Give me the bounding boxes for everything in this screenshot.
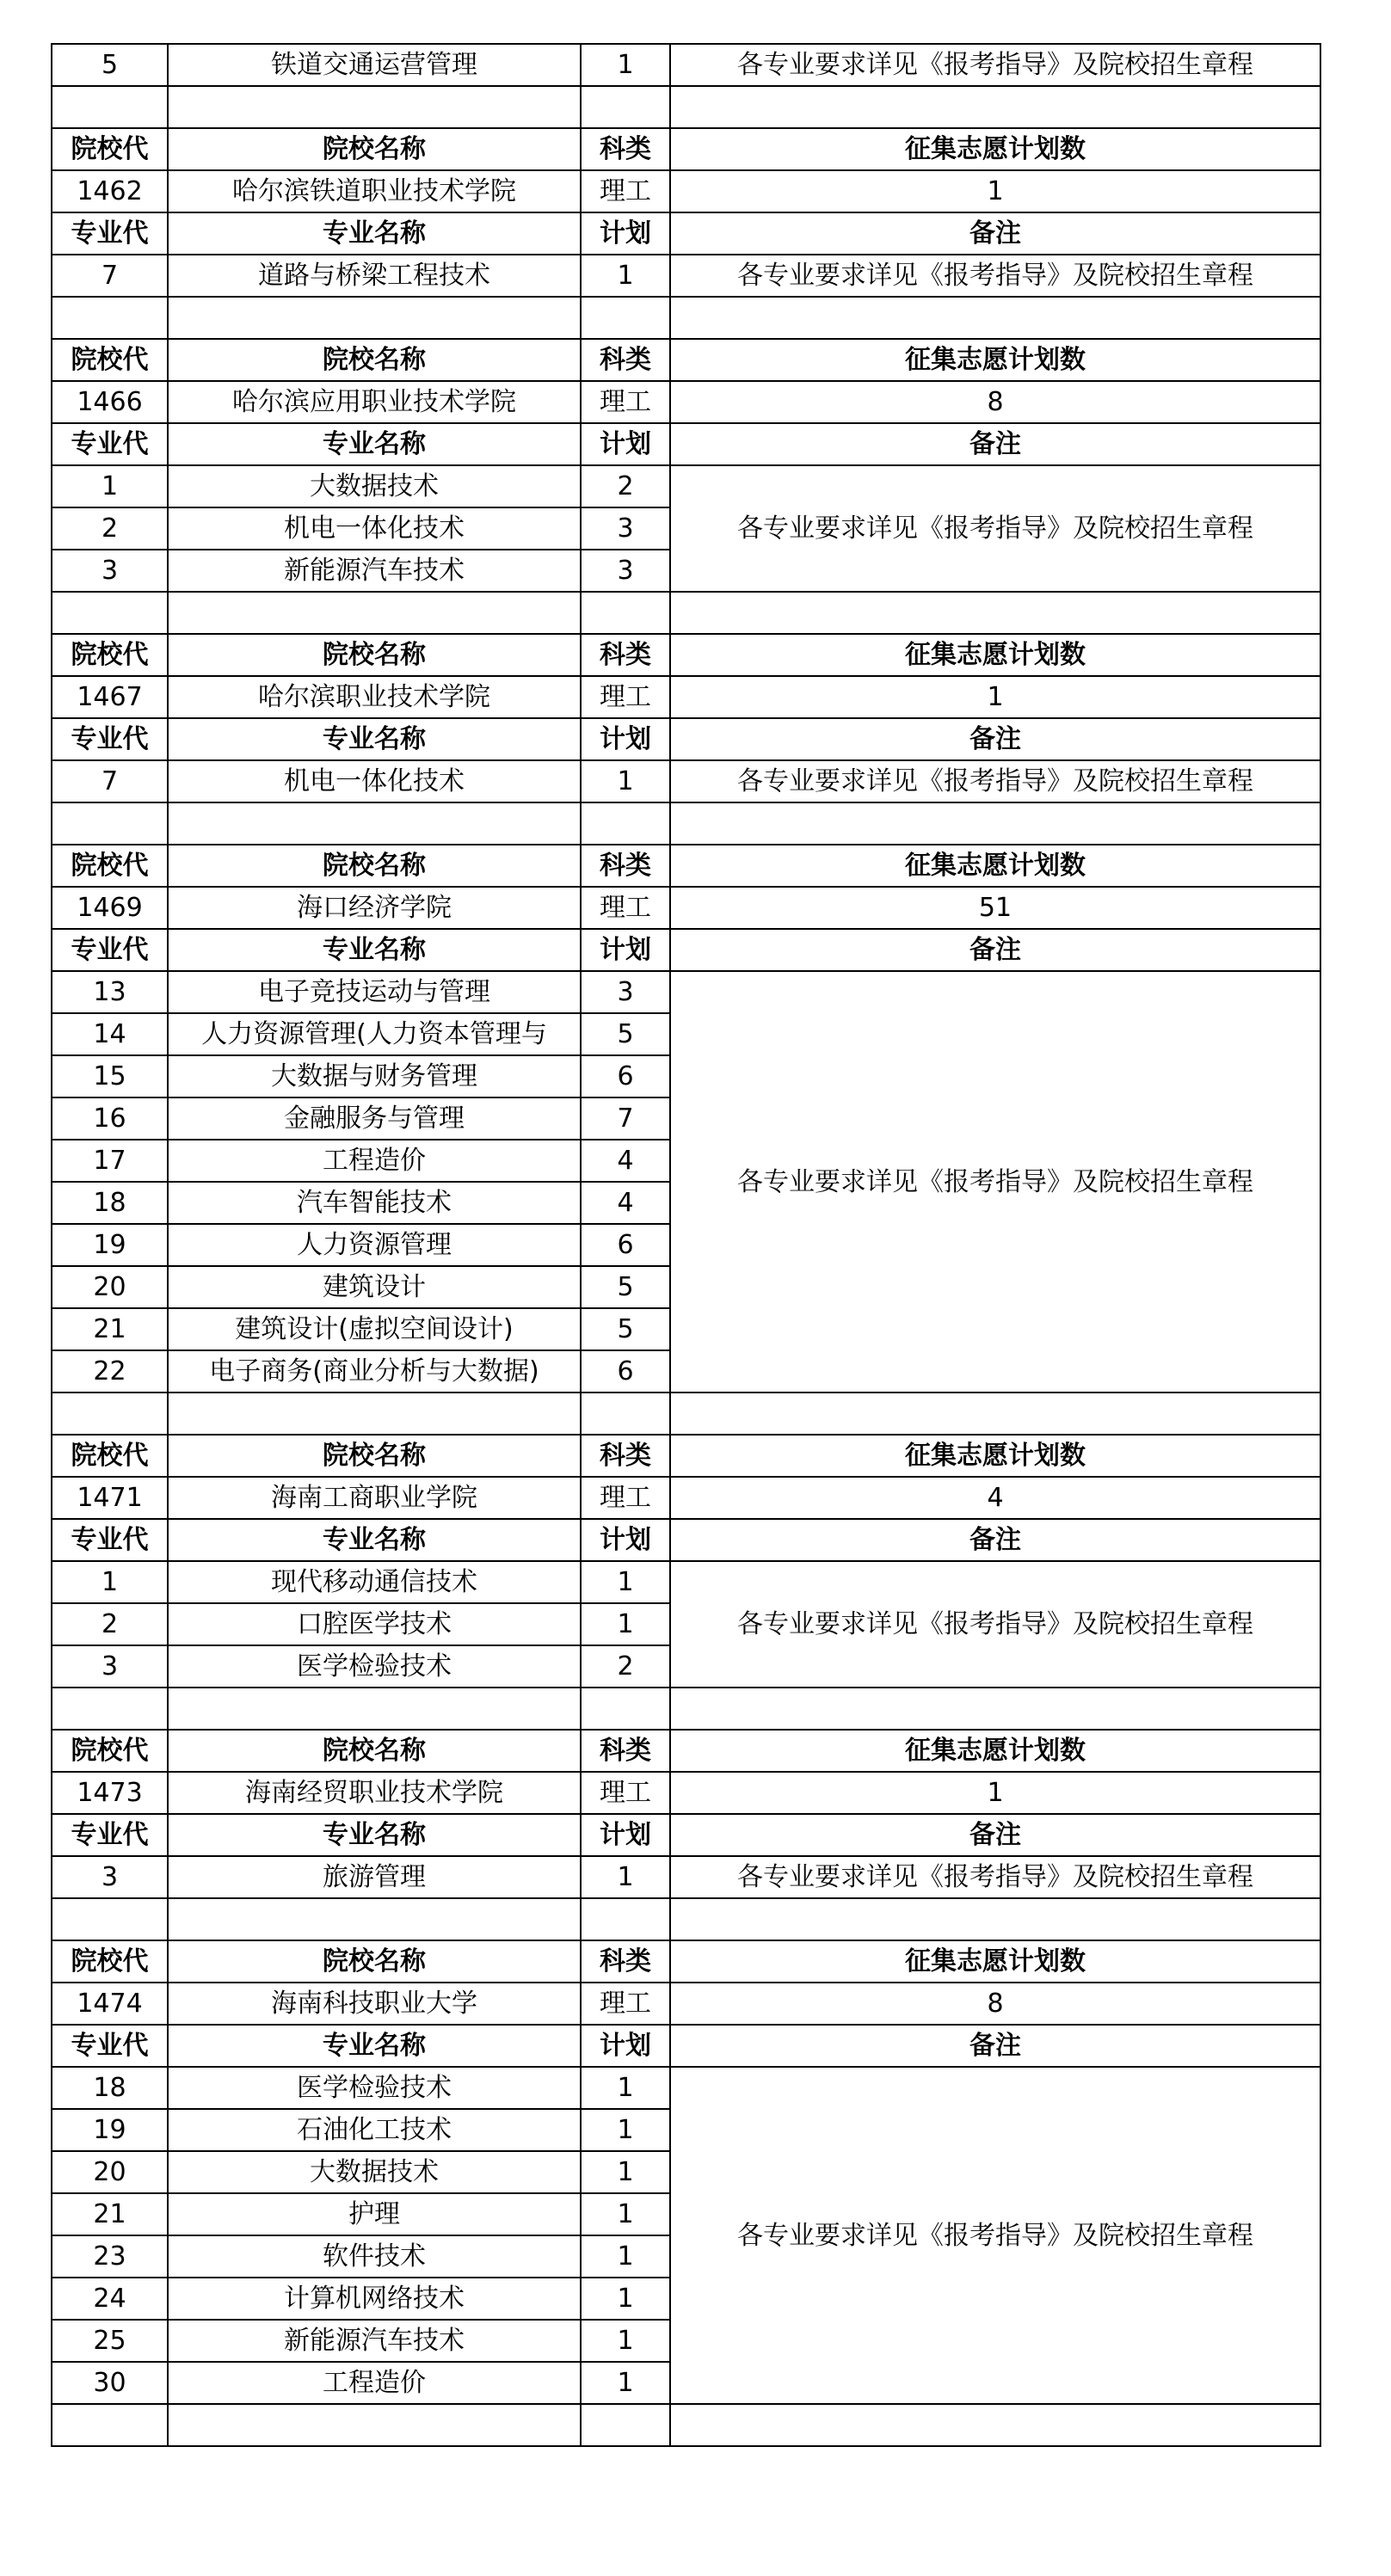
major-code: 2 [52, 1603, 168, 1645]
major-remark: 各专业要求详见《报考指导》及院校招生章程 [670, 1561, 1320, 1688]
spacer-row [52, 1688, 1320, 1730]
header-school-code: 院校代 [52, 339, 168, 381]
header-school-code: 院校代 [52, 1940, 168, 1983]
major-name: 新能源汽车技术 [168, 2320, 581, 2362]
major-code: 17 [52, 1140, 168, 1182]
header-category: 科类 [581, 634, 670, 676]
major-plan: 1 [581, 2320, 670, 2362]
header-category: 科类 [581, 339, 670, 381]
empty-cell [168, 1393, 581, 1435]
header-school-name: 院校名称 [168, 1940, 581, 1983]
admission-plan-table [51, 43, 1321, 2447]
major-code: 19 [52, 1224, 168, 1266]
empty-cell [581, 2404, 670, 2446]
header-school-name: 院校名称 [168, 1730, 581, 1772]
school-plan-total: 1 [670, 170, 1320, 212]
header-category: 科类 [581, 1435, 670, 1477]
major-plan: 3 [581, 971, 670, 1013]
empty-cell [168, 592, 581, 634]
header-plan-count: 征集志愿计划数 [670, 1435, 1320, 1477]
empty-cell [670, 2404, 1320, 2446]
major-name: 护理 [168, 2193, 581, 2235]
header-major-code: 专业代 [52, 212, 168, 255]
header-major-code: 专业代 [52, 718, 168, 760]
empty-cell [670, 1898, 1320, 1940]
school-header-row [52, 1940, 1320, 1983]
header-plan-count: 征集志愿计划数 [670, 128, 1320, 170]
header-plan: 计划 [581, 2025, 670, 2067]
header-category: 科类 [581, 1730, 670, 1772]
major-row [52, 760, 1320, 802]
empty-cell [670, 297, 1320, 339]
plan-grid [51, 43, 1321, 2447]
empty-cell [168, 1688, 581, 1730]
major-plan: 1 [581, 2151, 670, 2193]
major-code: 20 [52, 2151, 168, 2193]
header-plan-count: 征集志愿计划数 [670, 634, 1320, 676]
school-row [52, 1772, 1320, 1814]
school-row [52, 381, 1320, 423]
empty-cell [52, 1393, 168, 1435]
major-code: 16 [52, 1097, 168, 1140]
major-remark: 各专业要求详见《报考指导》及院校招生章程 [670, 1856, 1320, 1898]
school-code: 1462 [52, 170, 168, 212]
spacer-row [52, 802, 1320, 845]
major-plan: 1 [581, 2067, 670, 2109]
major-plan: 6 [581, 1055, 670, 1097]
major-plan: 1 [581, 2193, 670, 2235]
major-plan: 1 [581, 1561, 670, 1603]
major-code: 30 [52, 2362, 168, 2404]
major-code: 3 [52, 550, 168, 592]
empty-cell [670, 592, 1320, 634]
school-header-row [52, 1730, 1320, 1772]
header-plan: 计划 [581, 212, 670, 255]
empty-cell [168, 1898, 581, 1940]
school-category: 理工 [581, 676, 670, 718]
empty-cell [52, 802, 168, 845]
major-name: 大数据技术 [168, 2151, 581, 2193]
school-name: 海南经贸职业技术学院 [168, 1772, 581, 1814]
major-name: 道路与桥梁工程技术 [168, 255, 581, 297]
major-header-row [52, 2025, 1320, 2067]
major-code: 21 [52, 2193, 168, 2235]
school-code: 1471 [52, 1477, 168, 1519]
major-plan: 4 [581, 1182, 670, 1224]
major-name: 大数据与财务管理 [168, 1055, 581, 1097]
school-name: 哈尔滨职业技术学院 [168, 676, 581, 718]
school-category: 理工 [581, 887, 670, 929]
header-major-name: 专业名称 [168, 2025, 581, 2067]
empty-cell [581, 1898, 670, 1940]
major-plan: 2 [581, 465, 670, 507]
major-code: 3 [52, 1645, 168, 1688]
spacer-row [52, 1898, 1320, 1940]
major-name: 软件技术 [168, 2235, 581, 2278]
major-name: 汽车智能技术 [168, 1182, 581, 1224]
empty-cell [52, 2404, 168, 2446]
header-school-name: 院校名称 [168, 634, 581, 676]
header-major-name: 专业名称 [168, 718, 581, 760]
school-code: 1466 [52, 381, 168, 423]
header-plan: 计划 [581, 1519, 670, 1561]
header-remark: 备注 [670, 2025, 1320, 2067]
school-row [52, 887, 1320, 929]
header-plan: 计划 [581, 423, 670, 465]
major-code: 1 [52, 1561, 168, 1603]
major-row [52, 2067, 1320, 2109]
major-code: 24 [52, 2278, 168, 2320]
spacer-row [52, 86, 1320, 128]
empty-cell [168, 297, 581, 339]
empty-cell [52, 1688, 168, 1730]
major-name: 口腔医学技术 [168, 1603, 581, 1645]
header-remark: 备注 [670, 1814, 1320, 1856]
major-code: 7 [52, 760, 168, 802]
header-category: 科类 [581, 128, 670, 170]
major-name: 现代移动通信技术 [168, 1561, 581, 1603]
header-category: 科类 [581, 845, 670, 887]
major-row [52, 1561, 1320, 1603]
header-school-code: 院校代 [52, 845, 168, 887]
header-school-name: 院校名称 [168, 845, 581, 887]
major-code: 22 [52, 1350, 168, 1393]
spacer-row [52, 1393, 1320, 1435]
major-name: 机电一体化技术 [168, 507, 581, 550]
major-name: 石油化工技术 [168, 2109, 581, 2151]
major-code: 19 [52, 2109, 168, 2151]
major-name: 建筑设计 [168, 1266, 581, 1308]
major-code: 3 [52, 1856, 168, 1898]
major-name: 新能源汽车技术 [168, 550, 581, 592]
header-major-name: 专业名称 [168, 1814, 581, 1856]
school-category: 理工 [581, 1772, 670, 1814]
header-school-name: 院校名称 [168, 339, 581, 381]
major-remark: 各专业要求详见《报考指导》及院校招生章程 [670, 44, 1320, 86]
major-header-row [52, 423, 1320, 465]
school-row [52, 1477, 1320, 1519]
major-name: 金融服务与管理 [168, 1097, 581, 1140]
school-plan-total: 8 [670, 381, 1320, 423]
header-major-code: 专业代 [52, 423, 168, 465]
school-name: 海南科技职业大学 [168, 1983, 581, 2025]
major-name: 建筑设计(虚拟空间设计) [168, 1308, 581, 1350]
empty-cell [52, 592, 168, 634]
header-remark: 备注 [670, 423, 1320, 465]
major-row [52, 44, 1320, 86]
major-code: 23 [52, 2235, 168, 2278]
major-row [52, 465, 1320, 507]
major-row [52, 255, 1320, 297]
empty-cell [168, 86, 581, 128]
major-plan: 1 [581, 1603, 670, 1645]
header-major-code: 专业代 [52, 929, 168, 971]
empty-cell [581, 86, 670, 128]
header-school-code: 院校代 [52, 128, 168, 170]
empty-cell [581, 592, 670, 634]
header-school-code: 院校代 [52, 1730, 168, 1772]
header-school-name: 院校名称 [168, 1435, 581, 1477]
header-remark: 备注 [670, 929, 1320, 971]
major-plan: 6 [581, 1350, 670, 1393]
major-header-row [52, 1814, 1320, 1856]
major-name: 计算机网络技术 [168, 2278, 581, 2320]
school-header-row [52, 128, 1320, 170]
major-code: 2 [52, 507, 168, 550]
header-major-code: 专业代 [52, 2025, 168, 2067]
major-remark: 各专业要求详见《报考指导》及院校招生章程 [670, 760, 1320, 802]
major-plan: 3 [581, 507, 670, 550]
empty-cell [52, 297, 168, 339]
header-plan-count: 征集志愿计划数 [670, 1940, 1320, 1983]
header-major-code: 专业代 [52, 1519, 168, 1561]
major-plan: 1 [581, 2278, 670, 2320]
school-header-row [52, 1435, 1320, 1477]
header-plan: 计划 [581, 1814, 670, 1856]
major-plan: 7 [581, 1097, 670, 1140]
header-major-name: 专业名称 [168, 929, 581, 971]
major-plan: 5 [581, 1013, 670, 1055]
major-plan: 3 [581, 550, 670, 592]
school-header-row [52, 634, 1320, 676]
header-plan-count: 征集志愿计划数 [670, 845, 1320, 887]
empty-cell [581, 297, 670, 339]
spacer-row [52, 2404, 1320, 2446]
header-major-code: 专业代 [52, 1814, 168, 1856]
major-header-row [52, 718, 1320, 760]
major-code: 1 [52, 465, 168, 507]
empty-cell [581, 1688, 670, 1730]
school-category: 理工 [581, 1477, 670, 1519]
major-name: 电子竞技运动与管理 [168, 971, 581, 1013]
major-plan: 5 [581, 1308, 670, 1350]
empty-cell [52, 1898, 168, 1940]
header-plan-count: 征集志愿计划数 [670, 1730, 1320, 1772]
major-code: 20 [52, 1266, 168, 1308]
major-remark: 各专业要求详见《报考指导》及院校招生章程 [670, 2067, 1320, 2404]
header-school-name: 院校名称 [168, 128, 581, 170]
major-code: 18 [52, 1182, 168, 1224]
major-plan: 1 [581, 255, 670, 297]
header-plan: 计划 [581, 929, 670, 971]
major-code: 7 [52, 255, 168, 297]
major-remark: 各专业要求详见《报考指导》及院校招生章程 [670, 255, 1320, 297]
major-plan: 1 [581, 2235, 670, 2278]
header-major-name: 专业名称 [168, 212, 581, 255]
major-remark: 各专业要求详见《报考指导》及院校招生章程 [670, 971, 1320, 1393]
spacer-row [52, 592, 1320, 634]
major-remark: 各专业要求详见《报考指导》及院校招生章程 [670, 465, 1320, 592]
major-name: 工程造价 [168, 1140, 581, 1182]
major-name: 电子商务(商业分析与大数据) [168, 1350, 581, 1393]
major-plan: 4 [581, 1140, 670, 1182]
header-plan: 计划 [581, 718, 670, 760]
school-header-row [52, 339, 1320, 381]
major-header-row [52, 929, 1320, 971]
major-name: 人力资源管理(人力资本管理与 [168, 1013, 581, 1055]
school-row [52, 676, 1320, 718]
header-school-code: 院校代 [52, 634, 168, 676]
major-name: 医学检验技术 [168, 2067, 581, 2109]
header-remark: 备注 [670, 212, 1320, 255]
school-category: 理工 [581, 1983, 670, 2025]
major-name: 人力资源管理 [168, 1224, 581, 1266]
major-plan: 1 [581, 1856, 670, 1898]
major-name: 大数据技术 [168, 465, 581, 507]
major-code: 21 [52, 1308, 168, 1350]
major-row [52, 1856, 1320, 1898]
major-name: 医学检验技术 [168, 1645, 581, 1688]
school-name: 海南工商职业学院 [168, 1477, 581, 1519]
major-plan: 5 [581, 1266, 670, 1308]
school-plan-total: 1 [670, 676, 1320, 718]
school-row [52, 170, 1320, 212]
empty-cell [581, 1393, 670, 1435]
school-category: 理工 [581, 381, 670, 423]
school-code: 1473 [52, 1772, 168, 1814]
major-code: 18 [52, 2067, 168, 2109]
major-plan: 1 [581, 2109, 670, 2151]
major-plan: 1 [581, 44, 670, 86]
school-row [52, 1983, 1320, 2025]
header-school-code: 院校代 [52, 1435, 168, 1477]
school-code: 1474 [52, 1983, 168, 2025]
major-name: 工程造价 [168, 2362, 581, 2404]
school-name: 海口经济学院 [168, 887, 581, 929]
major-row [52, 971, 1320, 1013]
major-header-row [52, 212, 1320, 255]
empty-cell [52, 86, 168, 128]
school-name: 哈尔滨铁道职业技术学院 [168, 170, 581, 212]
header-major-name: 专业名称 [168, 423, 581, 465]
school-code: 1469 [52, 887, 168, 929]
major-header-row [52, 1519, 1320, 1561]
empty-cell [670, 802, 1320, 845]
school-category: 理工 [581, 170, 670, 212]
school-code: 1467 [52, 676, 168, 718]
major-name: 机电一体化技术 [168, 760, 581, 802]
empty-cell [670, 1393, 1320, 1435]
school-header-row [52, 845, 1320, 887]
school-plan-total: 1 [670, 1772, 1320, 1814]
empty-cell [168, 2404, 581, 2446]
major-plan: 1 [581, 760, 670, 802]
school-name: 哈尔滨应用职业技术学院 [168, 381, 581, 423]
empty-cell [670, 86, 1320, 128]
header-plan-count: 征集志愿计划数 [670, 339, 1320, 381]
header-remark: 备注 [670, 718, 1320, 760]
major-code: 13 [52, 971, 168, 1013]
major-plan: 2 [581, 1645, 670, 1688]
empty-cell [581, 802, 670, 845]
header-major-name: 专业名称 [168, 1519, 581, 1561]
major-code: 25 [52, 2320, 168, 2362]
school-plan-total: 8 [670, 1983, 1320, 2025]
school-plan-total: 51 [670, 887, 1320, 929]
major-code: 14 [52, 1013, 168, 1055]
major-name: 旅游管理 [168, 1856, 581, 1898]
major-plan: 6 [581, 1224, 670, 1266]
spacer-row [52, 297, 1320, 339]
major-code: 15 [52, 1055, 168, 1097]
school-plan-total: 4 [670, 1477, 1320, 1519]
major-code: 5 [52, 44, 168, 86]
empty-cell [670, 1688, 1320, 1730]
major-plan: 1 [581, 2362, 670, 2404]
header-category: 科类 [581, 1940, 670, 1983]
empty-cell [168, 802, 581, 845]
major-name: 铁道交通运营管理 [168, 44, 581, 86]
header-remark: 备注 [670, 1519, 1320, 1561]
